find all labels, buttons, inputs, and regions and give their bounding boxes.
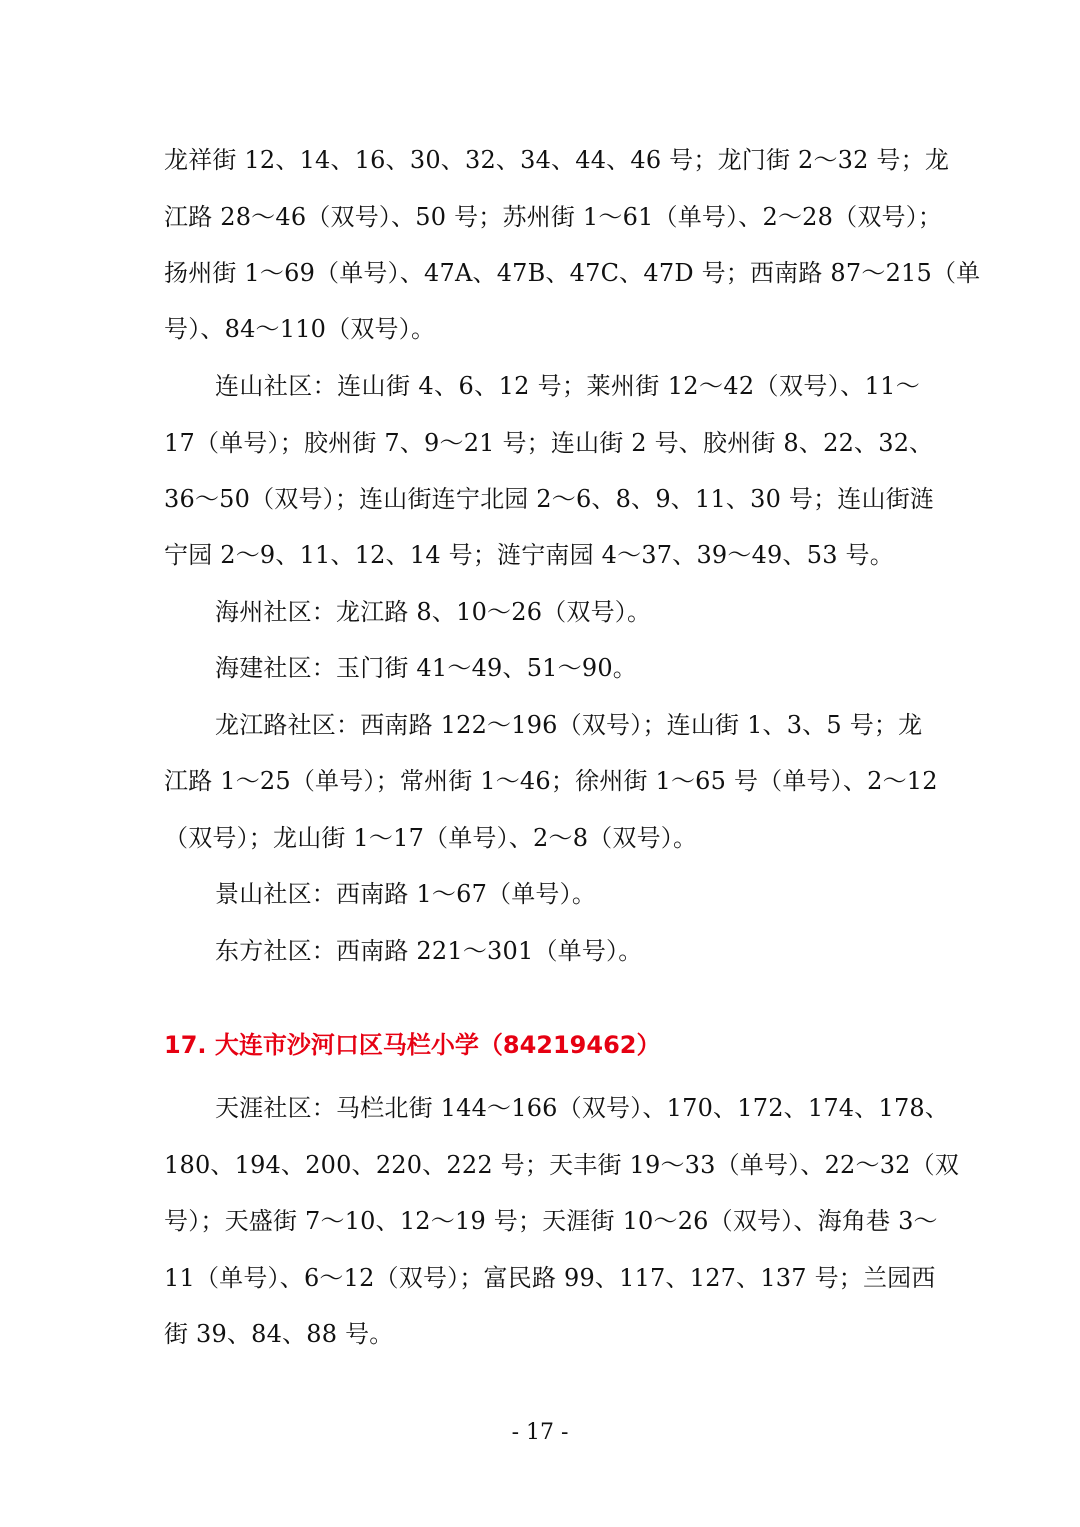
- paragraph-line: 龙江路社区：西南路 122～196（双号）；连山街 1、3、5 号；龙: [215, 711, 923, 739]
- paragraph-line: 东方社区：西南路 221～301（单号）。: [215, 937, 643, 965]
- paragraph-line: 36～50（双号）；连山街连宁北园 2～6、8、9、11、30 号；连山街涟: [164, 485, 935, 513]
- paragraph-line: 扬州街 1～69（单号）、47A、47B、47C、47D 号；西南路 87～215（单: [164, 259, 981, 287]
- page-number: - 17 -: [511, 1420, 569, 1445]
- paragraph-line: 街 39、84、88 号。: [164, 1320, 394, 1348]
- paragraph-line: 号）、84～110（双号）。: [164, 315, 436, 343]
- paragraph-line: 龙祥街 12、14、16、30、32、34、44、46 号；龙门街 2～32 号；龙: [164, 146, 950, 174]
- paragraph-line: （双号）；龙山街 1～17（单号）、2～8（双号）。: [164, 824, 698, 852]
- paragraph-line: 号）；天盛街 7～10、12～19 号；天涯街 10～26（双号）、海角巷 3～: [164, 1207, 938, 1235]
- paragraph-line: 180、194、200、220、222 号；天丰街 19～33（单号）、22～32（双: [164, 1151, 960, 1179]
- paragraph-line: 连山社区：连山街 4、6、12 号；莱州街 12～42（双号）、11～: [215, 372, 920, 400]
- paragraph-line: 宁园 2～9、11、12、14 号；涟宁南园 4～37、39～49、53 号。: [164, 541, 894, 569]
- paragraph-line: 景山社区：西南路 1～67（单号）。: [215, 880, 597, 908]
- paragraph-line: 17（单号）；胶州街 7、9～21 号；连山街 2 号、胶州街 8、22、32、: [164, 429, 934, 457]
- paragraph-line: 海州社区：龙江路 8、10～26（双号）。: [215, 598, 652, 626]
- paragraph-line: 天涯社区：马栏北街 144～166（双号）、170、172、174、178、: [215, 1094, 950, 1122]
- paragraph-line: 11（单号）、6～12（双号）；富民路 99、117、127、137 号；兰园西: [164, 1264, 936, 1292]
- paragraph-line: 海建社区：玉门街 41～49、51～90。: [215, 654, 637, 682]
- paragraph-line: 江路 28～46（双号）、50 号；苏州街 1～61（单号）、2～28（双号）；: [164, 203, 943, 231]
- paragraph-line: 江路 1～25（单号）；常州街 1～46；徐州街 1～65 号（单号）、2～12: [164, 767, 938, 795]
- section-heading: 17. 大连市沙河口区马栏小学（84219462）: [164, 1031, 661, 1059]
